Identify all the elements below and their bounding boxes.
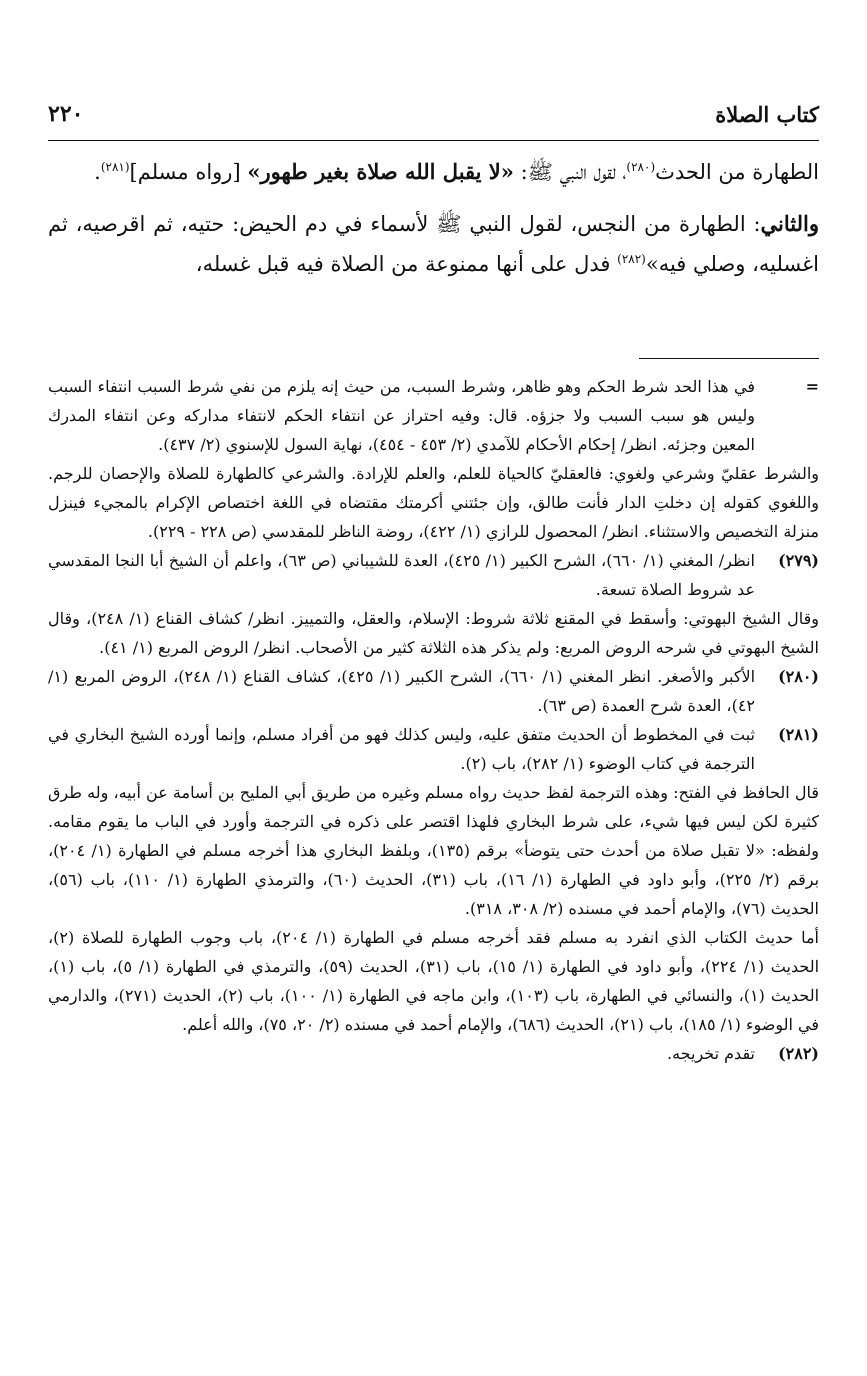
main-paragraph-2 — [48, 204, 819, 284]
footnote-continued — [48, 372, 819, 459]
paragraph-lead: والثاني — [760, 211, 819, 236]
footnote-ref-282: (٢٨٢) — [617, 252, 646, 266]
footnote-paragraph: والشرط عقليّ وشرعي ولغوي: فالعقليّ كالحياة للعلم، والعلم للإرادة. والشرعي كالطهارة للصلاة والإحصان للرجم. واللغوي كقوله إن دخلتِ الدار فأنت طالق، وإن جئتني أكرمتك مقتضاه في اللغة اختصاص الإكرام بالمجيء فينزل منزلة التخصيص والاستثناء. انظر/ المحصول للرازي (١/ ٤٢٢)، روضة الناظر للمقدسي (ص ٢٢٨ - ٢٢٩). — [48, 464, 820, 541]
footnote-paragraph: في هذا الحد شرط الحكم وهو ظاهر، وشرط السبب، من حيث إنه يلزم من نفي شرط السبب انتفاء السبب وليس هو سبب السبب ولا جزؤه. قال: وفيه احتراز عن انتفاء الحكم لانتفاء مداركه وعن انتفاء المدرك المعين وجزئه. انظر/ إحكام الأحكام للآمدي (٢/ ٤٥٣ - ٤٥٤)، نهاية السول للإسنوي (٢/ ٤٣٧). — [48, 377, 755, 454]
footnote-ref-281: (٢٨١) — [100, 160, 130, 174]
footnote-paragraph: تقدم تخريجه. — [667, 1044, 755, 1063]
footnote-281 — [48, 720, 819, 778]
footnote-paragraph: ثبت في المخطوط أن الحديث متفق عليه، وليس كذلك فهو من أفراد مسلم، وإنما أورده الشيخ البخاري في الترجمة في كتاب الوضوء (١/ ٢٨٢)، باب (٢). — [48, 725, 756, 773]
footnote-280 — [48, 662, 819, 720]
page-header — [48, 93, 819, 127]
footnote-282 — [48, 1039, 819, 1068]
main-text-segment: : الطهارة من النجس، لقول النبي ﷺ لأسماء في دم الحيض: حتيه، ثم اقرصيه، ثم اغسليه، وصلي فيه» — [48, 212, 819, 276]
main-text-segment: . — [94, 160, 101, 184]
footnote-body — [48, 1039, 755, 1068]
footnote-number: (٢٨٢) — [778, 1044, 819, 1063]
footnote-279 — [48, 546, 819, 604]
footnote-number: (٢٨١) — [778, 725, 819, 744]
main-text-segment: الطهارة من الحدث — [655, 160, 819, 184]
running-title: كتاب الصلاة — [715, 102, 819, 127]
footnote-paragraph: الأكبر والأصغر. انظر المغني (١/ ٦٦٠)، الشرح الكبير (١/ ٤٢٥)، كشاف القناع (١/ ٢٤٨)، الروض المربع (١/ ٤٢)، العدة شرح العمدة (ص ٦٣). — [48, 667, 756, 715]
footnote-paragraph: قال الحافظ في الفتح: وهذه الترجمة لفظ حديث رواه مسلم وغيره من طريق أبي المليح بن أسامة عن أبيه، وله طرق كثيرة لكن ليس فيها شيء، على شرط البخاري فلهذا اقتصر على ذكره في الترجمة وأورد في الباب ما يقوم مقامه. ولفظه: «لا تقبل صلاة من أحدث حتى يتوضأ» برقم (١٣٥)، وبلفظ البخاري هذا أخرجه مسلم في الطهارة (١/ ٢٠٤)، برقم (٢/ ٢٢٥)، وأبو داود في الطهارة (١/ ١٦)، باب (٣١)، الحديث (٦٠)، والترمذي الطهارة (١/ ١١٠)، باب (٥٦)، الحديث (٧٦)، والإمام أحمد في مسنده (٢/ ٣٠٨، ٣١٨). — [48, 783, 820, 918]
main-text-segment: ، لقول النبي ﷺ: — [513, 160, 627, 184]
footnote-body — [48, 720, 755, 778]
main-paragraph-1 — [48, 152, 819, 192]
main-text-segment: فدل على أنها ممنوعة من الصلاة فيه قبل غسله، — [195, 252, 618, 276]
footnote-number: (٢٧٩) — [778, 551, 819, 570]
footnote-paragraph: انظر/ المغني (١/ ٦٦٠)، الشرح الكبير (١/ ٤٢٥)، العدة للشيباني (ص ٦٣)، واعلم أن الشيخ أبا النجا المقدسي عد شروط الصلاة تسعة. — [48, 551, 755, 599]
hadith-quote: «لا يقبل الله صلاة بغير طهور» — [247, 159, 514, 184]
footnote-ref-280: (٢٨٠) — [626, 160, 656, 174]
main-text-segment: [رواه مسلم] — [129, 160, 248, 184]
main-text — [48, 152, 819, 296]
footnotes-rule — [639, 358, 819, 359]
continuation-marker: = — [805, 377, 819, 396]
page-number: ٢٢٠ — [48, 101, 84, 127]
footnote-body — [48, 546, 755, 604]
footnote-paragraph: وقال الشيخ البهوتي: وأسقط في المقنع ثلاثة شروط: الإسلام، والعقل، والتمييز. انظر/ كشاف القناع (١/ ٢٤٨)، وقال الشيخ البهوتي في شرحه الروض المربع: ولم يذكر هذه الثلاثة كثير من الأصحاب. انظر/ الروض المربع (١/ ٤١). — [48, 609, 819, 657]
footnote-body — [48, 372, 755, 459]
footnote-paragraph: أما حديث الكتاب الذي انفرد به مسلم فقد أخرجه مسلم في الطهارة (١/ ٢٠٤)، باب وجوب الطهارة للصلاة (٢)، الحديث (١/ ٢٢٤)، وأبو داود في الطهارة (١/ ١٥)، باب (٣١)، الحديث (٥٩)، والترمذي في الطهارة (١/ ٥)، باب (١)، الحديث (١)، والنسائي في الطهارة، باب (١٠٣)، وابن ماجه في الطهارة (١/ ١٠٠)، باب (٢)، الحديث (٢٧١)، والدارمي في الوضوء (١/ ١٨٥)، باب (٢١)، الحديث (٦٨٦)، والإمام أحمد في مسنده (٢/ ٢٠، ٧٥)، والله أعلم. — [48, 928, 820, 1034]
footnotes — [48, 372, 819, 1068]
footnote-body — [48, 662, 755, 720]
footnote-number: (٢٨٠) — [778, 667, 819, 686]
header-rule — [48, 140, 819, 141]
